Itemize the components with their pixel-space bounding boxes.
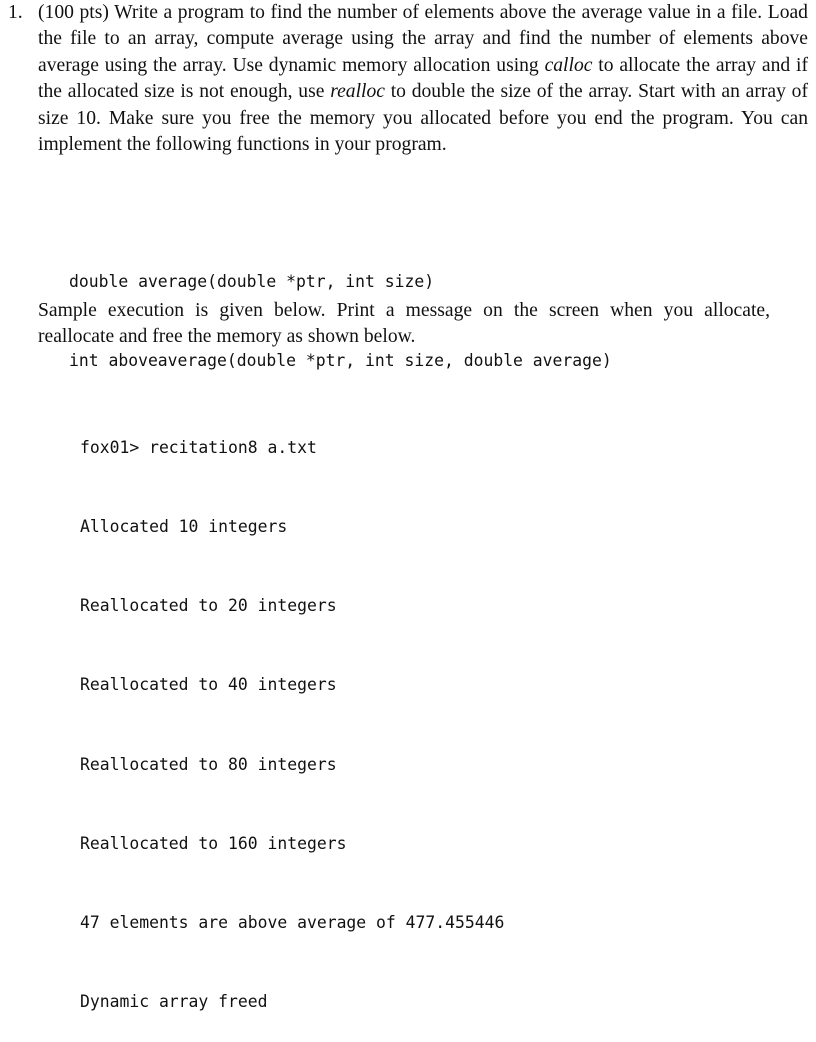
- problem-text-part-2: to allocate the array and if the allocated size is not enough, use: [38, 54, 808, 103]
- sample-paragraph: Sample execution is given below. Print a message on the screen when you allocate, reallocate and free the memory as shown below.: [38, 300, 770, 348]
- problem-number: 1.: [8, 2, 23, 23]
- sample-terminal-output: [80, 382, 504, 1042]
- problem-points: (100 pts): [38, 2, 109, 23]
- function-signature-average: double average(double *ptr, int size): [69, 271, 435, 291]
- terminal-line-command: fox01> recitation8 a.txt: [80, 437, 317, 457]
- realloc-term: realloc: [330, 81, 385, 103]
- problem-statement: [8, 0, 808, 158]
- terminal-line-realloc-40: Reallocated to 40 integers: [80, 675, 337, 695]
- terminal-line-result: 47 elements are above average of 477.455446: [80, 913, 505, 933]
- terminal-line-realloc-160: Reallocated to 160 integers: [80, 833, 347, 853]
- problem-text-part-1: Write a program to find the number of elements above the average value in a file. Load the file to an array, compute average using the array and find the number of elements above average using the array. Use dynamic memory allocation using: [38, 2, 808, 76]
- terminal-line-realloc-80: Reallocated to 80 integers: [80, 754, 337, 774]
- sample-description: [38, 298, 770, 351]
- terminal-line-freed: Dynamic array freed: [80, 992, 268, 1012]
- function-signature-aboveaverage: int aboveaverage(double *ptr, int size, double average): [69, 351, 612, 371]
- calloc-term: calloc: [544, 54, 593, 76]
- problem-text-part-3: to double the size of the array. Start with an array of size 10. Make sure you free the memory you allocated before you end the program. You can implement the following functions in your program.: [38, 81, 808, 156]
- terminal-line-realloc-20: Reallocated to 20 integers: [80, 596, 337, 616]
- terminal-line-allocated: Allocated 10 integers: [80, 517, 288, 537]
- problem-paragraph: [8, 0, 808, 158]
